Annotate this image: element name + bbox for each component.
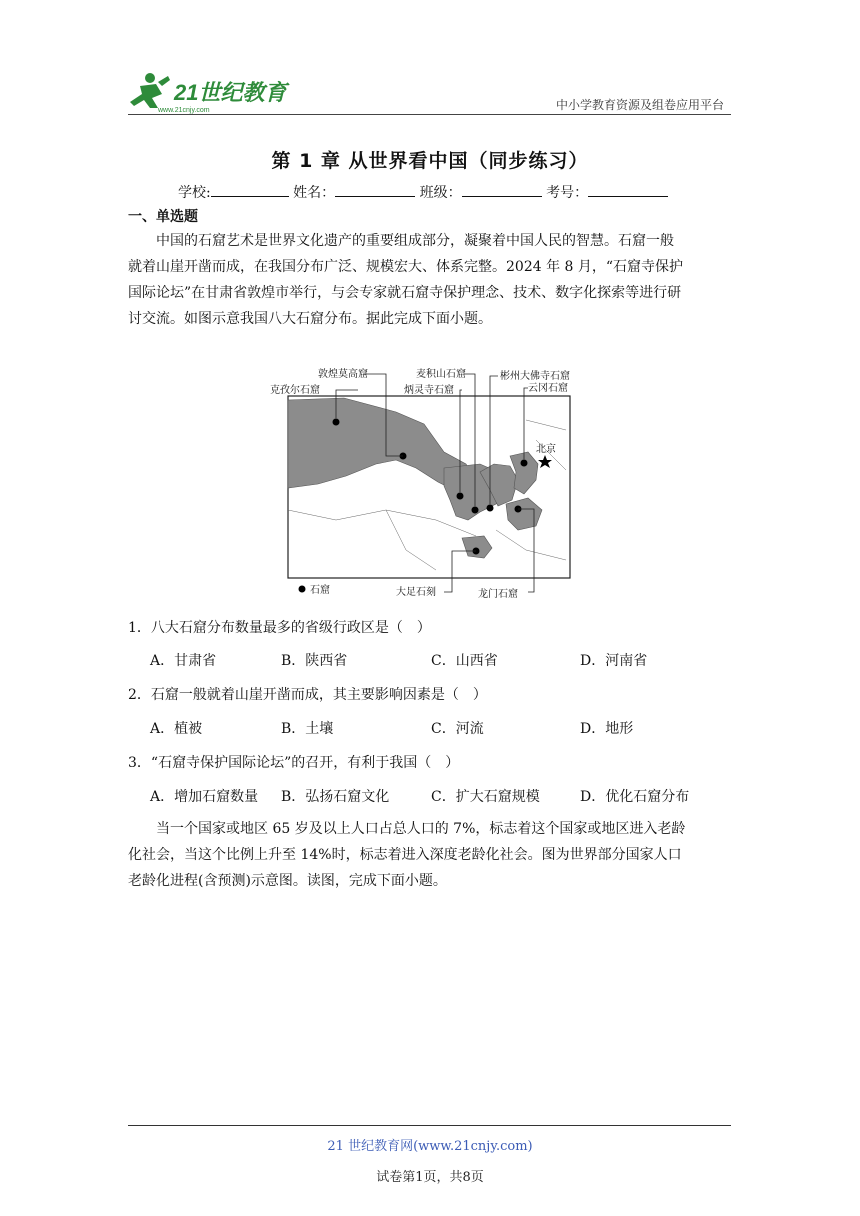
name-label: 姓名： <box>293 185 336 201</box>
page-title: 第 1 章 从世界看中国（同步练习） <box>271 150 589 172</box>
label-dunhuang: 敦煌莫高窟 <box>318 369 368 380</box>
label-binzhou: 彬州大佛寺石窟 <box>500 371 570 382</box>
q1-option-c[interactable]: C．山西省 <box>431 653 498 669</box>
footer-site-link[interactable]: 21 世纪教育网(www.21cnjy.com) <box>327 1139 533 1154</box>
q1-option-a[interactable]: A．甘肃省 <box>150 653 217 669</box>
grotto-map <box>266 360 596 609</box>
class-blank[interactable] <box>462 182 542 197</box>
site-binzhou <box>487 505 494 512</box>
student-info-line <box>178 182 668 202</box>
q2-option-b[interactable]: B．土壤 <box>281 721 334 737</box>
q2-option-a[interactable]: A．植被 <box>150 721 203 737</box>
label-dazu: 大足石刻 <box>396 587 436 598</box>
question-3-stem: 3．“石窟寺保护国际论坛”的召开，有利于我国（ ） <box>128 755 460 771</box>
site-bingling <box>457 493 464 500</box>
q2-option-d[interactable]: D．地形 <box>580 721 634 737</box>
label-maijishan: 麦积山石窟 <box>416 369 466 380</box>
q3-option-a[interactable]: A．增加石窟数量 <box>150 789 259 805</box>
platform-name: 中小学教育资源及组卷应用平台 <box>555 98 724 112</box>
passage-2-line: 老龄化进程(含预测)示意图。读图，完成下面小题。 <box>128 873 447 889</box>
name-blank[interactable] <box>335 182 415 197</box>
logo-url: www.21cnjy.com <box>158 107 210 114</box>
q3-option-d[interactable]: D．优化石窟分布 <box>580 789 690 805</box>
site-logo <box>122 68 292 120</box>
legend-dot <box>299 586 306 593</box>
q3-option-c[interactable]: C．扩大石窟规模 <box>431 789 540 805</box>
label-longmen: 龙门石窟 <box>478 589 518 600</box>
label-yungang: 云冈石窟 <box>528 383 568 394</box>
exam-no-blank[interactable] <box>588 182 668 197</box>
label-kizil: 克孜尔石窟 <box>270 385 320 396</box>
question-2-stem: 2．石窟一般就着山崖开凿而成，其主要影响因素是（ ） <box>128 687 487 703</box>
passage-1 <box>128 228 733 332</box>
q2-option-c[interactable]: C．河流 <box>431 721 484 737</box>
class-label: 班级： <box>419 185 462 201</box>
site-yungang <box>521 460 528 467</box>
label-beijing: 北京 <box>536 444 556 455</box>
passage-2 <box>128 816 733 894</box>
passage-1-line: 讨交流。如图示意我国八大石窟分布。据此完成下面小题。 <box>128 311 492 327</box>
page-number: 试卷第1页，共8页 <box>376 1170 484 1185</box>
logo-text: 21世纪教育 <box>174 80 287 105</box>
header-divider <box>128 114 731 115</box>
section-title: 一、单选题 <box>128 209 198 225</box>
passage-2-line: 化社会，当这个比例上升至 14%时，标志着进入深度老龄化社会。图为世界部分国家人口 <box>128 847 682 863</box>
site-kizil <box>333 419 340 426</box>
site-maijishan <box>472 507 479 514</box>
q1-option-d[interactable]: D．河南省 <box>580 653 648 669</box>
passage-2-line: 当一个国家或地区 65 岁及以上人口占总人口的 7%，标志着这个国家或地区进入老龄 <box>156 821 686 837</box>
q3-option-b[interactable]: B．弘扬石窟文化 <box>281 789 390 805</box>
passage-1-line: 国际论坛”在甘肃省敦煌市举行，与会专家就石窟寺保护理念、技术、数字化探索等进行研 <box>128 285 682 301</box>
question-1-stem: 1．八大石窟分布数量最多的省级行政区是（ ） <box>128 620 431 636</box>
footer-divider <box>128 1125 731 1126</box>
school-blank[interactable] <box>211 182 289 197</box>
q1-option-b[interactable]: B．陕西省 <box>281 653 348 669</box>
passage-1-line: 中国的石窟艺术是世界文化遗产的重要组成部分，凝聚着中国人民的智慧。石窟一般 <box>156 233 674 249</box>
exam-no-label: 考号： <box>546 185 589 201</box>
legend-label: 石窟 <box>310 585 330 596</box>
passage-1-line: 就着山崖开凿而成，在我国分布广泛、规模宏大、体系完整。2024 年 8 月，“石窟寺保护 <box>128 259 684 275</box>
label-bingling: 炳灵寺石窟 <box>404 385 454 396</box>
school-label: 学校: <box>178 185 211 201</box>
